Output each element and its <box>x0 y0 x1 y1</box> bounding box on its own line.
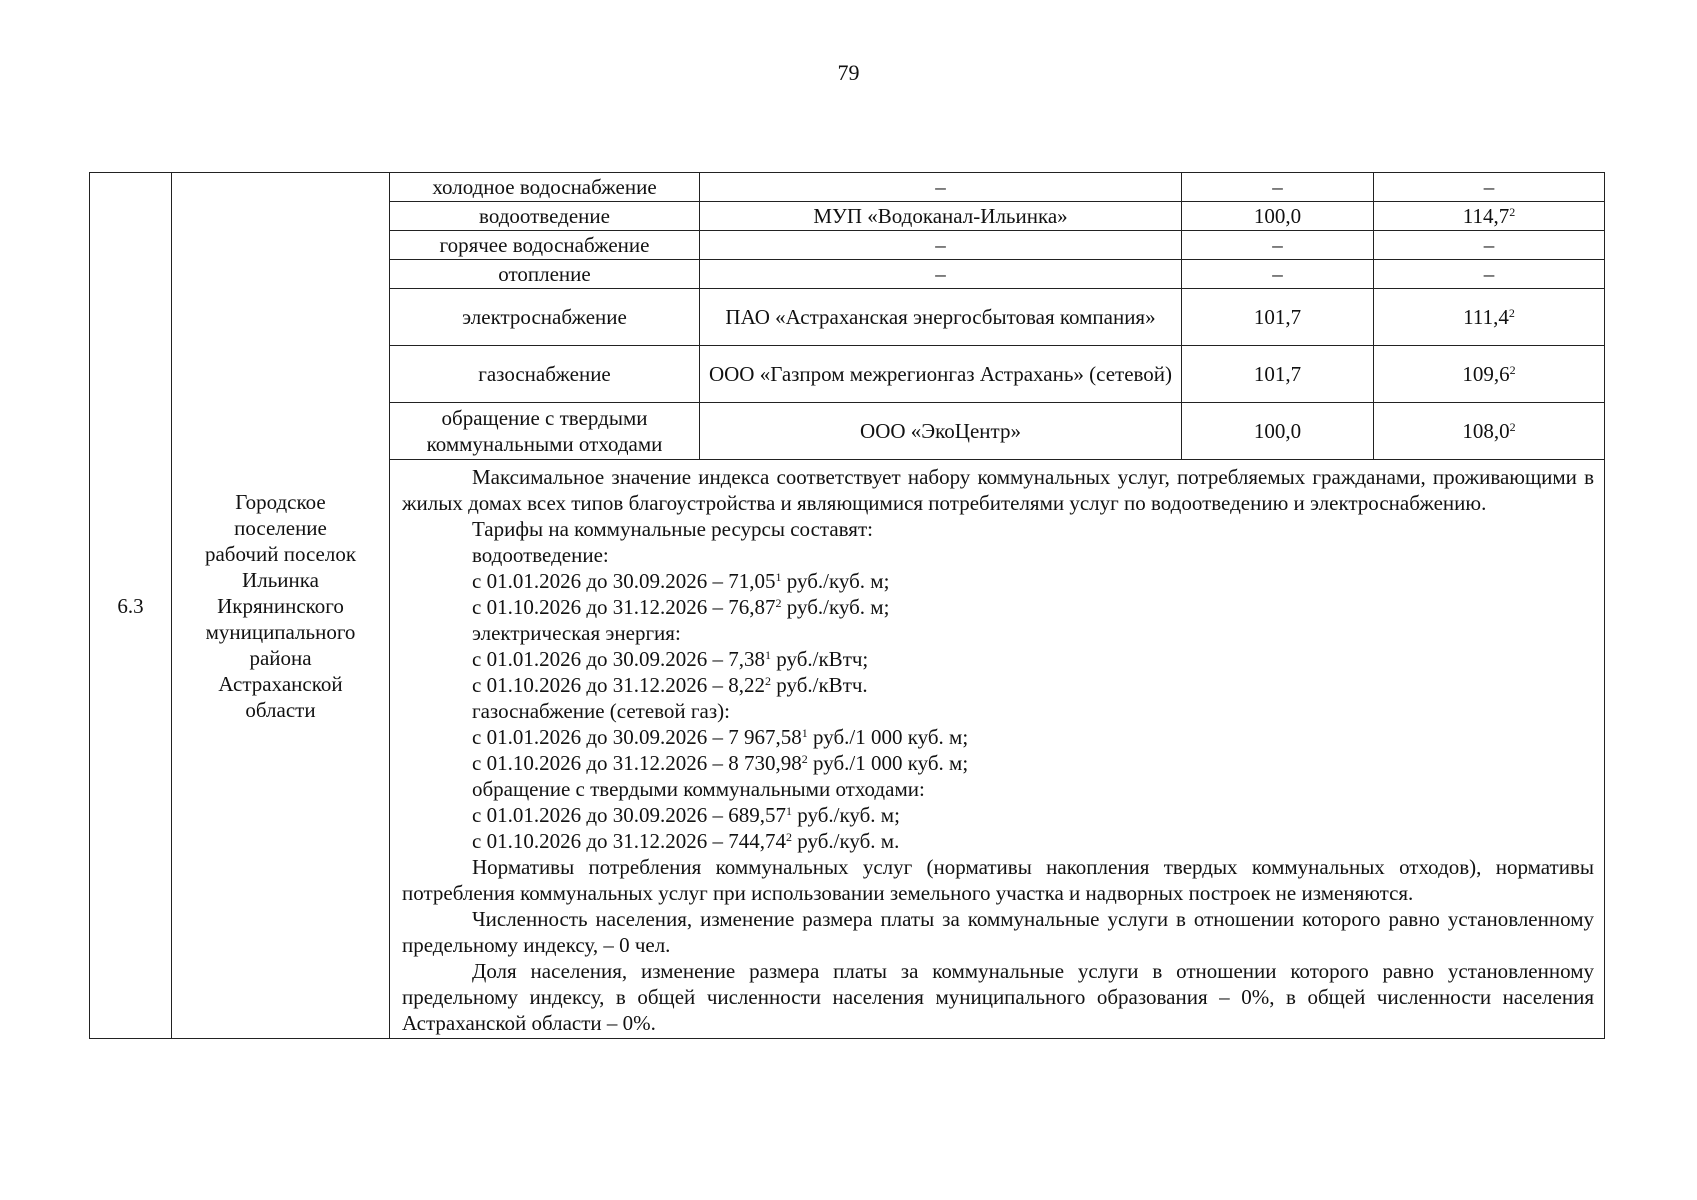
service-name: обращение с твердыми коммунальными отходами <box>390 403 700 460</box>
tariff-line <box>472 828 1594 854</box>
service-name: газоснабжение <box>390 346 700 403</box>
footnote-marker: 2 <box>765 674 772 688</box>
tariff-unit: руб./кВтч. <box>771 673 868 697</box>
index-first-period: – <box>1182 231 1374 260</box>
municipality-lines <box>178 489 383 723</box>
index-second-period: – <box>1374 231 1605 260</box>
tariff-line <box>472 594 1594 620</box>
municipality-line: Астраханской <box>218 671 343 696</box>
tariff-value: с 01.01.2026 до 30.09.2026 – 7,38 <box>472 647 766 671</box>
municipality-line: рабочий поселок <box>204 541 357 566</box>
index-first-period: 101,7 <box>1182 346 1374 403</box>
footnote-marker: 1 <box>801 726 808 740</box>
municipality-name <box>172 173 390 1039</box>
service-provider: ООО «ЭкоЦентр» <box>700 403 1182 460</box>
tariff-unit: руб./кВтч; <box>771 647 869 671</box>
page-number: 79 <box>837 60 860 85</box>
norms-paragraph: Нормативы потребления коммунальных услуг (нормативы накопления твердых коммунальных отходов), нормативы потребления коммунальных услуг при использовании земельного участка и надворных построек не изменяются. <box>402 855 1594 905</box>
index-second-period: 109,6$^2$ <box>1374 346 1605 403</box>
service-row <box>90 173 1605 202</box>
index-second-period: 108,0$^2$ <box>1374 403 1605 460</box>
tariff-heading: газоснабжение (сетевой газ): <box>472 699 730 723</box>
index-first-period: – <box>1182 260 1374 289</box>
service-provider: – <box>700 231 1182 260</box>
municipality-line: поселение <box>234 515 327 540</box>
tariff-unit: руб./куб. м. <box>792 829 900 853</box>
population-paragraph: Численность населения, изменение размера платы за коммунальные услуги в отношении которого равно установленному предельному индексу, – 0 чел. <box>402 907 1594 957</box>
tariff-unit: руб./куб. м; <box>781 569 890 593</box>
tariff-value: с 01.01.2026 до 30.09.2026 – 7 967,58 <box>472 725 802 749</box>
tariff-unit: руб./куб. м; <box>792 803 900 827</box>
share-paragraph: Доля населения, изменение размера платы за коммунальные услуги в отношении которого равно установленному предельному индексу, в общей численности населения муниципального образования – 0%, в общей численности населения Астраханской области – 0%. <box>402 959 1594 1035</box>
service-name: водоотведение <box>390 202 700 231</box>
index-second-period: 114,7$^2$ <box>1374 202 1605 231</box>
service-provider: ООО «Газпром межрегионгаз Астрахань» (сетевой) <box>700 346 1182 403</box>
tariff-line <box>472 750 1594 776</box>
tariff-line <box>472 802 1594 828</box>
service-name: электроснабжение <box>390 289 700 346</box>
tariff-value: с 01.10.2026 до 31.12.2026 – 76,87 <box>472 595 776 619</box>
index-second-period: – <box>1374 260 1605 289</box>
municipality-line: муниципального <box>205 619 356 644</box>
footnote-marker: 1 <box>786 804 793 818</box>
index-first-period: 100,0 <box>1182 403 1374 460</box>
footnote-marker: 2 <box>786 830 793 844</box>
tariffs-intro: Тарифы на коммунальные ресурсы составят: <box>472 517 873 541</box>
tariff-unit: руб./1 000 куб. м; <box>807 751 969 775</box>
index-first-period: 100,0 <box>1182 202 1374 231</box>
tariff-heading: обращение с твердыми коммунальными отходами: <box>472 777 925 801</box>
municipality-line: области <box>245 697 316 722</box>
row-number: 6.3 <box>90 173 172 1039</box>
service-name: отопление <box>390 260 700 289</box>
notes-cell <box>390 460 1605 1039</box>
footnote-marker: 2 <box>801 752 808 766</box>
service-name: горячее водоснабжение <box>390 231 700 260</box>
tariff-heading: водоотведение: <box>472 543 609 567</box>
footnote-marker: 1 <box>765 648 772 662</box>
tariff-unit: руб./1 000 куб. м; <box>807 725 969 749</box>
tariff-value: с 01.10.2026 до 31.12.2026 – 8 730,98 <box>472 751 802 775</box>
municipality-line: района <box>249 645 312 670</box>
tariff-value: с 01.10.2026 до 31.12.2026 – 8,22 <box>472 673 766 697</box>
municipality-line: Икрянинского <box>217 593 344 618</box>
tariff-line <box>472 724 1594 750</box>
tariff-line <box>472 568 1594 594</box>
tariff-value: с 01.01.2026 до 30.09.2026 – 71,05 <box>472 569 776 593</box>
index-second-period: – <box>1374 173 1605 202</box>
tariff-value: с 01.01.2026 до 30.09.2026 – 689,57 <box>472 803 787 827</box>
service-provider: МУП «Водоканал-Ильинка» <box>700 202 1182 231</box>
index-first-period: – <box>1182 173 1374 202</box>
index-second-period: 111,4$^2$ <box>1374 289 1605 346</box>
tariffs-list <box>402 542 1594 854</box>
service-provider: ПАО «Астраханская энергосбытовая компания» <box>700 289 1182 346</box>
footnote-marker: 1 <box>775 570 782 584</box>
service-provider: – <box>700 260 1182 289</box>
service-name: холодное водоснабжение <box>390 173 700 202</box>
tariff-line <box>472 672 1594 698</box>
tariff-value: с 01.10.2026 до 31.12.2026 – 744,74 <box>472 829 787 853</box>
index-first-period: 101,7 <box>1182 289 1374 346</box>
municipality-line: Городское <box>235 489 326 514</box>
tariff-line <box>472 646 1594 672</box>
tariff-heading: электрическая энергия: <box>472 621 681 645</box>
utilities-table <box>89 172 1605 1039</box>
tariff-unit: руб./куб. м; <box>781 595 890 619</box>
municipality-line: Ильинка <box>242 567 319 592</box>
service-provider: – <box>700 173 1182 202</box>
max-index-paragraph: Максимальное значение индекса соответствует набору коммунальных услуг, потребляемых гражданами, проживающими в жилых домах всех типов благоустройства и являющимися потребителями услуг по водоотведению и электроснабжению. <box>402 465 1594 515</box>
footnote-marker: 2 <box>775 596 782 610</box>
